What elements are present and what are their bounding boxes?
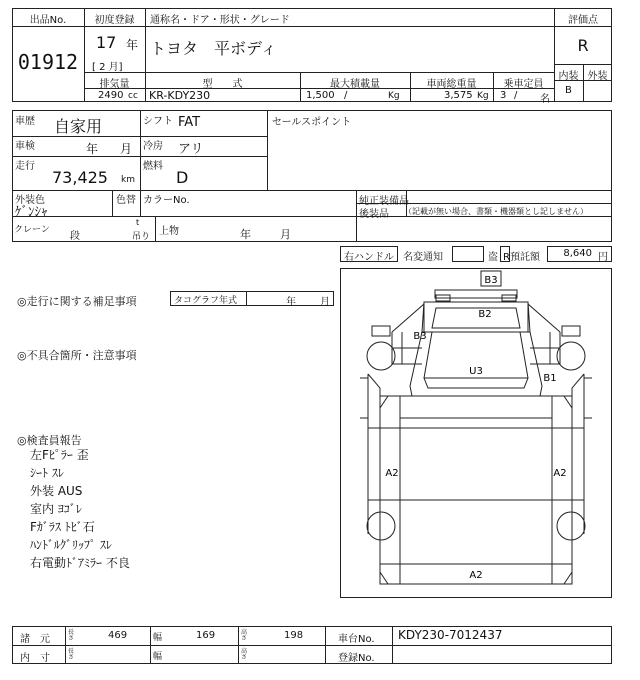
name-change-label: 名変通知 xyxy=(403,252,443,263)
report-line: 右電動ﾄﾞｱﾐﾗｰ 不良 xyxy=(30,556,130,570)
footer-divider xyxy=(325,626,326,664)
exterior-label: 外装 xyxy=(587,71,608,82)
footer-divider xyxy=(392,626,393,664)
tachograph-divider xyxy=(246,291,247,306)
details-divider xyxy=(12,190,612,191)
max-load-sep: / xyxy=(344,90,348,101)
history-label: 車歴 xyxy=(15,116,35,127)
damage-mark: B1 xyxy=(543,373,557,384)
header-divider xyxy=(145,8,146,26)
details-divider xyxy=(356,190,357,242)
footer-divider xyxy=(12,645,612,646)
damage-mark: A2 xyxy=(553,468,567,479)
right-handle-label: 右ハンドル xyxy=(344,252,394,263)
stock-no-label: 出品No. xyxy=(29,15,67,26)
details-divider xyxy=(267,110,268,190)
capacity-value: 3 xyxy=(500,90,507,101)
header-divider xyxy=(145,26,146,72)
displacement-value: 2490 xyxy=(98,90,124,101)
details-divider xyxy=(155,216,156,242)
header-divider xyxy=(84,26,554,27)
int-width-label: 幅 xyxy=(153,652,163,662)
color-no-label: カラーNo. xyxy=(143,195,190,206)
ac-label: 冷房 xyxy=(143,141,163,152)
width-label: 幅 xyxy=(153,633,163,643)
capacity-unit: 名 xyxy=(540,94,550,105)
sales-point-label: セールスポイント xyxy=(272,117,352,128)
report-line: 室内 ﾖｺﾞﾚ xyxy=(30,502,82,516)
fuel-value: D xyxy=(176,168,189,187)
damage-mark: A2 xyxy=(385,468,399,479)
capacity-sep: / xyxy=(514,90,518,101)
damage-mark: A2 xyxy=(469,570,483,581)
vehicle-damage-diagram xyxy=(340,268,612,598)
int-length-label: 長さ xyxy=(68,648,75,661)
interior-dim-label: 内 寸 xyxy=(20,653,50,664)
first-reg-label: 初度登録 xyxy=(94,15,135,26)
shift-label: シフト xyxy=(143,116,173,127)
oem-equipment-label: 純正装備品 xyxy=(359,196,409,207)
rating-label: 評価点 xyxy=(568,15,598,26)
report-line: Fｶﾞﾗｽ ﾄﾋﾞ石 xyxy=(30,520,95,534)
mileage-label: 走行 xyxy=(15,161,35,172)
shift-value: FAT xyxy=(178,115,201,130)
chassis-value: KDY230-7012437 xyxy=(398,628,503,642)
crane-label: クレーン xyxy=(14,225,50,235)
header-divider xyxy=(12,26,84,27)
first-reg-year: 17 xyxy=(96,33,117,52)
car-name: トヨタ 平ボディ xyxy=(150,39,277,58)
damage-mark: B3 xyxy=(413,331,427,342)
r-amount-yen: 円 xyxy=(598,252,608,263)
report-line: ﾊﾝﾄﾞﾙｸﾞﾘｯﾌﾟ ｽﾚ xyxy=(30,538,112,552)
interior-label: 内装 xyxy=(558,71,579,82)
details-divider xyxy=(12,156,267,157)
header-divider xyxy=(554,26,612,27)
ac-value: アリ xyxy=(178,142,204,157)
max-load-unit: Kg xyxy=(388,91,400,101)
color-swap-label: 色替 xyxy=(116,195,136,206)
footer-divider xyxy=(150,626,151,664)
inspection-month-unit: 月 xyxy=(120,142,133,156)
stock-no-value: 01912 xyxy=(17,50,79,74)
tacho-month-unit: 月 xyxy=(320,297,330,308)
inspection-year-unit: 年 xyxy=(86,142,99,156)
width-value: 169 xyxy=(196,630,216,641)
crane-stage-unit: 段 xyxy=(70,231,80,242)
capacity-label: 乗車定員 xyxy=(503,79,544,90)
displacement-unit: cc xyxy=(128,91,138,101)
max-load-label: 最大積載量 xyxy=(330,79,380,90)
details-divider xyxy=(12,136,267,137)
crane-lift-unit: 吊り xyxy=(132,232,151,242)
details-divider xyxy=(112,190,113,216)
report-line: 左Fﾋﾟﾗｰ 歪 xyxy=(30,448,89,462)
max-load-value: 1,500 xyxy=(306,90,335,101)
mileage-unit: km xyxy=(121,175,135,185)
theft-label: 盗 xyxy=(488,252,498,263)
displacement-label: 排気量 xyxy=(99,79,130,90)
height-value: 198 xyxy=(284,630,304,641)
first-reg-month: [ 2 月] xyxy=(92,62,123,73)
tacho-year-unit: 年 xyxy=(286,297,296,308)
reg-no-label: 登録No. xyxy=(338,653,375,664)
specs-label: 諸 元 xyxy=(20,634,50,645)
ext-color-label: 外装色 xyxy=(15,195,45,206)
damage-mark: U3 xyxy=(469,366,483,377)
length-label: 長さ xyxy=(68,629,75,642)
model-type-value: KR-KDY230 xyxy=(149,89,211,102)
length-value: 469 xyxy=(108,630,128,641)
rating-value: R xyxy=(577,36,589,55)
gross-weight-value: 3,575 xyxy=(444,90,473,101)
inspector-report-list xyxy=(30,446,130,572)
header-divider xyxy=(84,72,554,73)
report-line: 外装 AUS xyxy=(30,484,83,498)
first-reg-year-unit: 年 xyxy=(126,38,139,52)
report-line: ｼｰﾄ ｽﾚ xyxy=(30,466,64,480)
history-value: 自家用 xyxy=(54,117,103,136)
crane-year-unit: 年 xyxy=(240,228,251,241)
aftermarket-label: 後装品 xyxy=(359,209,389,220)
defects-label: ◎不具合箇所・注意事項 xyxy=(17,349,137,362)
height-label: 高さ xyxy=(241,629,248,642)
details-divider xyxy=(140,110,141,190)
inspection-label: 車検 xyxy=(15,141,35,152)
driving-notes-label: ◎走行に関する補足事項 xyxy=(17,295,137,308)
inspector-report-label: ◎検査員報告 xyxy=(17,434,82,447)
aftermarket-note: （記載が無い場合、書類・機器類とし記しません） xyxy=(404,207,588,216)
mileage-value: 73,425 xyxy=(52,168,108,187)
r-amount-value: 8,640 xyxy=(563,248,592,259)
chassis-label: 車台No. xyxy=(338,634,375,645)
interior-grade: B xyxy=(565,85,572,96)
crane-mount-label: 上物 xyxy=(159,226,179,237)
int-height-label: 高さ xyxy=(241,648,248,661)
footer-divider xyxy=(65,626,66,664)
tachograph-label: タコグラフ年式 xyxy=(174,296,238,306)
crane-month-unit: 月 xyxy=(280,228,291,241)
model-type-label: 型 式 xyxy=(202,79,243,90)
ext-color-value: ｹﾞﾝｼｬ xyxy=(15,205,48,220)
crane-ton-unit: t xyxy=(136,218,140,227)
model-title-label: 通称名・ドア・形状・グレード xyxy=(150,15,290,26)
name-change-box xyxy=(452,246,484,262)
damage-mark: B2 xyxy=(478,309,492,320)
gross-weight-label: 車両総重量 xyxy=(426,79,477,90)
footer-divider xyxy=(238,626,239,664)
gross-weight-unit: Kg xyxy=(477,91,489,101)
fuel-label: 燃料 xyxy=(143,161,163,172)
details-divider xyxy=(140,190,141,216)
damage-mark: B3 xyxy=(484,275,498,286)
r-ship-label: R預託額 xyxy=(503,252,540,263)
